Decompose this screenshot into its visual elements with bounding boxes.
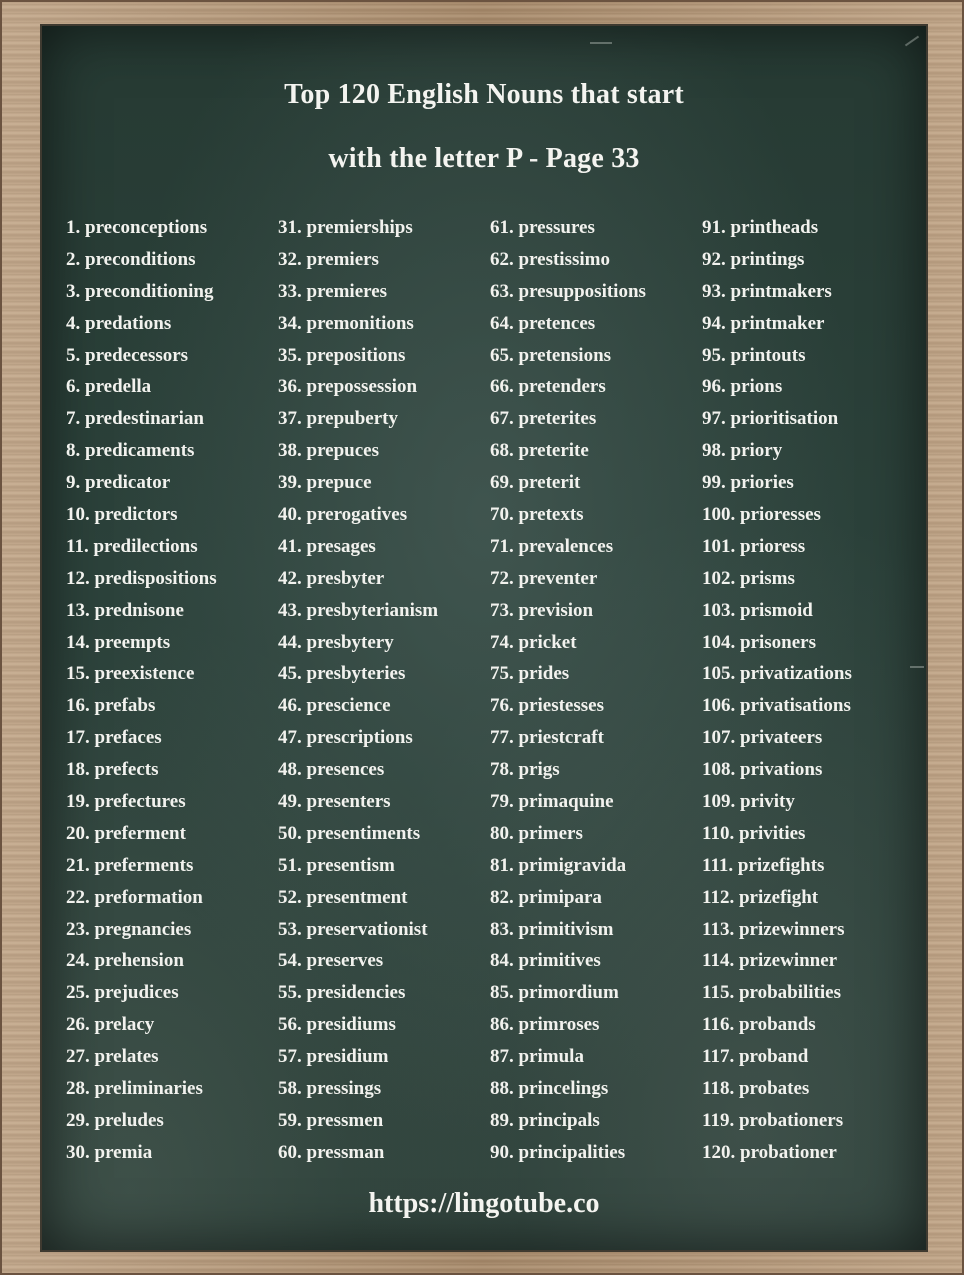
word-list-item: 96. prions <box>702 376 783 398</box>
word-list-item: 43. presbyterianism <box>278 599 439 621</box>
word-list-item: 17. prefaces <box>66 727 162 749</box>
word-list-item: 13. prednisone <box>66 599 184 621</box>
word-list-item: 97. prioritisation <box>702 408 839 430</box>
word-list-item: 116. probands <box>702 1014 816 1036</box>
word-list-item: 75. prides <box>490 663 570 685</box>
word-list-item: 71. prevalences <box>490 535 614 557</box>
word-list-item: 87. primula <box>490 1046 584 1068</box>
word-list-item: 69. preterit <box>490 472 581 494</box>
word-list-item: 103. prismoid <box>702 599 813 621</box>
word-list-item: 2. preconditions <box>66 248 196 270</box>
word-list-item: 6. predella <box>66 376 152 398</box>
word-list-item: 93. printmakers <box>702 280 832 302</box>
word-list-item: 58. pressings <box>278 1078 382 1100</box>
word-list-item: 117. proband <box>702 1046 809 1068</box>
word-list-item: 84. primitives <box>490 950 601 972</box>
word-list-item: 31. premierships <box>278 217 413 238</box>
word-list-item: 94. printmaker <box>702 312 825 334</box>
chalkboard <box>40 24 928 1252</box>
word-list-item: 65. pretensions <box>490 344 612 366</box>
page-title-line2: with the letter P - Page 33 <box>328 143 640 174</box>
word-list-item: 8. predicaments <box>66 440 195 462</box>
word-column-2 <box>278 212 490 1169</box>
word-list-item: 38. prepuces <box>278 440 379 462</box>
word-list-item: 40. prerogatives <box>278 504 408 526</box>
word-list-item: 89. principals <box>490 1109 600 1131</box>
word-list-item: 34. premonitions <box>278 312 414 334</box>
word-list-item: 23. pregnancies <box>66 918 192 940</box>
word-list-item: 51. presentism <box>278 854 395 876</box>
word-list-item: 105. privatizations <box>702 663 852 685</box>
page-title-line1: Top 120 English Nouns that start <box>284 79 684 110</box>
word-list-item: 41. presages <box>278 535 376 557</box>
word-list-item: 5. predecessors <box>66 344 189 366</box>
word-list-item: 108. privations <box>702 759 823 781</box>
word-list-item: 52. presentment <box>278 886 408 908</box>
word-list-item: 50. presentiments <box>278 822 421 844</box>
word-list-item: 27. prelates <box>66 1046 159 1068</box>
word-list-item: 35. prepositions <box>278 344 406 366</box>
chalk-mark <box>590 42 612 44</box>
word-list-item: 10. predictors <box>66 504 178 526</box>
word-list-item: 66. pretenders <box>490 376 606 398</box>
word-list-item: 59. pressmen <box>278 1109 384 1131</box>
word-list-item: 57. presidium <box>278 1046 389 1068</box>
word-list-item: 98. priory <box>702 440 783 462</box>
footer-url: https://lingotube.co <box>368 1188 600 1219</box>
word-list-item: 16. prefabs <box>66 695 156 717</box>
word-list-item: 106. privatisations <box>702 695 851 717</box>
word-list-item: 67. preterites <box>490 408 597 430</box>
word-list-item: 15. preexistence <box>66 663 195 685</box>
word-list-item: 91. printheads <box>702 217 819 238</box>
word-list-item: 119. probationers <box>702 1109 844 1131</box>
word-list-item: 21. preferments <box>66 854 194 876</box>
word-list-item: 104. prisoners <box>702 631 816 653</box>
word-list-item: 88. princelings <box>490 1078 609 1100</box>
word-list-item: 70. pretexts <box>490 504 584 526</box>
word-list-item: 95. printouts <box>702 344 806 366</box>
word-list-item: 64. pretences <box>490 312 596 334</box>
word-list-item: 14. preempts <box>66 631 171 653</box>
word-list-item: 85. primordium <box>490 982 619 1004</box>
word-list-item: 73. prevision <box>490 599 594 621</box>
word-list-item: 9. predicator <box>66 472 171 494</box>
word-list-item: 42. presbyter <box>278 567 385 589</box>
word-list-item: 24. prehension <box>66 950 184 972</box>
word-list-item: 62. prestissimo <box>490 248 610 270</box>
word-list-item: 83. primitivism <box>490 918 614 940</box>
word-list-item: 92. printings <box>702 248 805 270</box>
word-list-item: 32. premiers <box>278 248 379 270</box>
word-list-item: 18. prefects <box>66 759 159 781</box>
word-list-item: 60. pressman <box>278 1141 385 1163</box>
chalk-mark <box>905 36 919 47</box>
word-list-item: 53. preservationist <box>278 918 428 940</box>
word-list-item: 46. prescience <box>278 695 391 717</box>
word-list-item: 20. preferment <box>66 822 186 844</box>
word-list-item: 68. preterite <box>490 440 589 462</box>
word-list-item: 44. presbytery <box>278 631 394 653</box>
word-list-item: 107. privateers <box>702 727 823 749</box>
word-column-4 <box>702 212 914 1169</box>
word-list-item: 82. primipara <box>490 886 602 908</box>
word-list-item: 47. prescriptions <box>278 727 413 749</box>
word-list-item: 118. probates <box>702 1078 810 1100</box>
word-list-item: 22. preformation <box>66 886 203 908</box>
word-list-item: 86. primroses <box>490 1014 600 1036</box>
word-list-item: 26. prelacy <box>66 1014 155 1036</box>
word-list-item: 37. prepuberty <box>278 408 398 430</box>
word-list-item: 102. prisms <box>702 567 795 589</box>
word-list-item: 12. predispositions <box>66 567 217 589</box>
word-list-item: 112. prizefight <box>702 886 819 908</box>
word-column-3 <box>490 212 702 1169</box>
word-list-item: 78. prigs <box>490 759 560 781</box>
word-list-item: 49. presenters <box>278 791 391 813</box>
word-list-item: 120. probationer <box>702 1141 837 1163</box>
word-list-item: 36. prepossession <box>278 376 418 398</box>
word-list-item: 25. prejudices <box>66 982 179 1004</box>
word-list-item: 90. principalities <box>490 1141 626 1163</box>
word-list-item: 79. primaquine <box>490 791 614 813</box>
word-list-item: 100. prioresses <box>702 504 821 526</box>
word-list-item: 109. privity <box>702 791 795 813</box>
word-list-item: 76. priestesses <box>490 695 604 717</box>
word-list-item: 54. preserves <box>278 950 384 972</box>
word-list-item: 110. privities <box>702 822 806 844</box>
word-list-item: 1. preconceptions <box>66 217 208 238</box>
word-list-item: 74. pricket <box>490 631 577 653</box>
word-list-item: 56. presidiums <box>278 1014 396 1036</box>
word-list-item: 115. probabilities <box>702 982 842 1004</box>
word-list-item: 29. preludes <box>66 1109 164 1131</box>
word-list-item: 81. primigravida <box>490 854 627 876</box>
word-list-item: 101. prioress <box>702 535 806 557</box>
word-list-item: 11. predilections <box>66 535 198 557</box>
word-list-item: 28. preliminaries <box>66 1078 203 1100</box>
word-list-item: 55. presidencies <box>278 982 406 1004</box>
word-list-item: 4. predations <box>66 312 172 334</box>
word-list-item: 111. prizefights <box>702 854 825 876</box>
word-column-1 <box>66 212 278 1169</box>
word-list-item: 45. presbyteries <box>278 663 406 685</box>
word-list-item: 19. prefectures <box>66 791 186 813</box>
word-list-item: 3. preconditioning <box>66 280 214 302</box>
word-list-item: 80. primers <box>490 822 583 844</box>
word-list-item: 63. presuppositions <box>490 280 646 302</box>
word-list-item: 7. predestinarian <box>66 408 204 430</box>
word-list-item: 61. pressures <box>490 217 595 238</box>
word-list-item: 48. presences <box>278 759 385 781</box>
word-list-item: 113. prizewinners <box>702 918 845 940</box>
word-list-item: 72. preventer <box>490 567 598 589</box>
word-list-item: 30. premia <box>66 1141 153 1163</box>
word-list-item: 77. priestcraft <box>490 727 604 749</box>
word-list-item: 114. prizewinner <box>702 950 838 972</box>
word-list-item: 99. priories <box>702 472 794 494</box>
word-list-item: 39. prepuce <box>278 472 372 494</box>
word-list-item: 33. premieres <box>278 280 388 302</box>
